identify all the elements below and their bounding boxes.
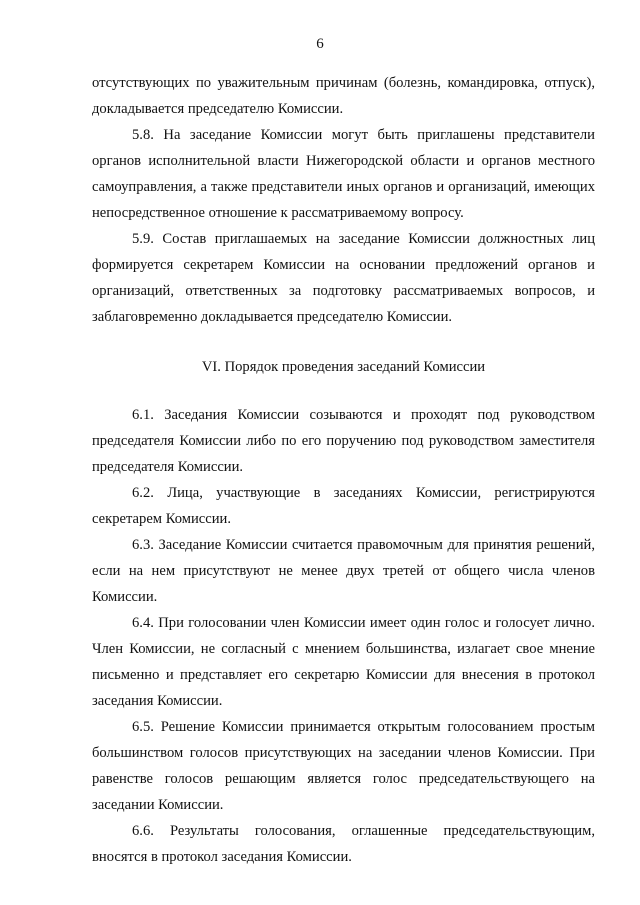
paragraph-6-6: 6.6. Результаты голосования, оглашенные председательствующим, вносятся в протокол заседания Комиссии.	[92, 823, 595, 865]
paragraph-6-1: 6.1. Заседания Комиссии созываются и проходят под руководством председателя Комиссии либо по его поручению под руководством заместителя председателя Комиссии.	[92, 407, 595, 475]
paragraph-5-8: 5.8. На заседание Комиссии могут быть приглашены представители органов исполнительной власти Нижегородской области и органов местного самоуправления, а также представители иных органов и организаций, имеющих непосредственное отношение к рассматриваемому вопросу.	[92, 127, 595, 221]
paragraph-6-5: 6.5. Решение Комиссии принимается открытым голосованием простым большинством голосов присутствующих на заседании членов Комиссии. При равенстве голосов решающим является голос председательствующего на заседании Комиссии.	[92, 719, 595, 813]
paragraph-6-4: 6.4. При голосовании член Комиссии имеет один голос и голосует лично. Член Комиссии, не согласный с мнением большинства, излагает свое мнение письменно и представляет его секретарю Комиссии для внесения в протокол заседания Комиссии.	[92, 615, 595, 709]
paragraph-6-2: 6.2. Лица, участвующие в заседаниях Комиссии, регистрируются секретарем Комиссии.	[92, 485, 595, 527]
document-body	[92, 70, 595, 870]
section-heading: VI. Порядок проведения заседаний Комиссии	[201, 359, 486, 375]
paragraph-5-9: 5.9. Состав приглашаемых на заседание Комиссии должностных лиц формируется секретарем Комиссии на основании предложений органов и организаций, ответственных за подготовку рассматриваемых вопросов, и заблаговременно докладывается председателю Комиссии.	[92, 231, 595, 325]
page-number: 6	[316, 36, 324, 52]
paragraph-continuation: отсутствующих по уважительным причинам (болезнь, командировка, отпуск), докладывается председателю Комиссии.	[92, 75, 595, 117]
paragraph-6-3: 6.3. Заседание Комиссии считается правомочным для принятия решений, если на нем присутствуют не менее двух третей от общего числа членов Комиссии.	[92, 537, 595, 605]
